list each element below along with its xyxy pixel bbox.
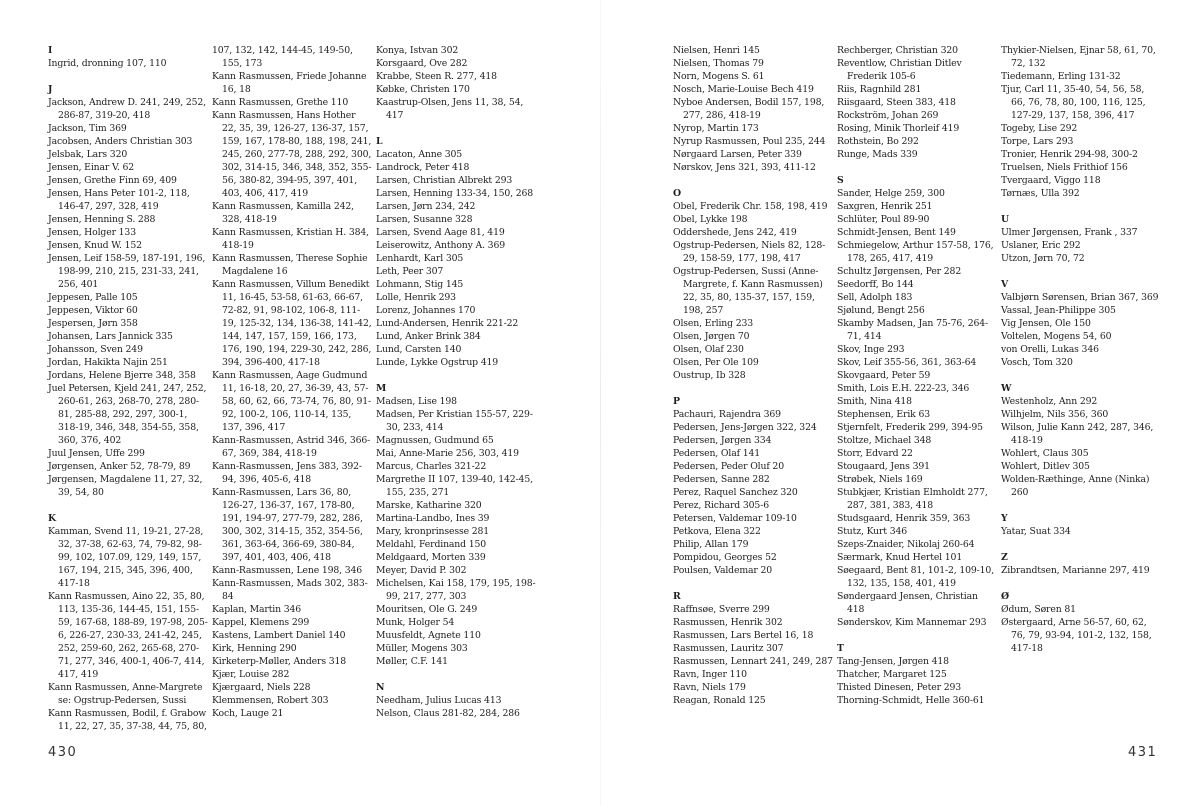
index-entry: Lund-Andersen, Henrik 221-22 xyxy=(376,318,519,329)
index-entry: Kjærgaard, Niels 228 xyxy=(212,682,311,693)
index-entry: Kann Rasmussen, Hans Hother 22, 35, 39, 126-27, 136-37, 157, 159, 167, 178-80, 188, 198, 241, 245, 260, 277-78, 288, 292, 300, 302, 314-15, 346, 348, 352, 355-56, 380-82, 394-95, 397, 401, 403, 406, 417, 419 xyxy=(212,110,372,199)
index-column-p431-3 xyxy=(1001,44,1161,655)
index-entry: Margrethe II 107, 139-40, 142-45, 155, 235, 271 xyxy=(376,474,533,498)
index-entry: Jensen, Henning S. 288 xyxy=(48,214,156,225)
index-entry: Obel, Frederik Chr. 158, 198, 419 xyxy=(673,201,828,212)
index-entry: Jackson, Tim 369 xyxy=(48,123,127,134)
index-entry: Müller, Mogens 303 xyxy=(376,643,468,654)
index-entry: Perez, Richard 305-6 xyxy=(673,500,769,511)
index-entry: Wohlert, Ditlev 305 xyxy=(1001,461,1090,472)
index-entry: Tørnæs, Ulla 392 xyxy=(1001,188,1080,199)
index-entry: Nielsen, Henri 145 xyxy=(673,45,760,56)
index-entry: Madsen, Per Kristian 155-57, 229-30, 233, 414 xyxy=(376,409,533,433)
index-entry: Schmiegelow, Arthur 157-58, 176, 178, 265, 417, 419 xyxy=(837,240,994,264)
index-letter-heading: O xyxy=(673,188,681,199)
index-entry: Lunde, Lykke Ogstrup 419 xyxy=(376,357,499,368)
index-entry: Kann Rasmussen, Friede Johanne 16, 18 xyxy=(212,71,367,95)
index-entry: Lacaton, Anne 305 xyxy=(376,149,463,160)
index-entry: Pachauri, Rajendra 369 xyxy=(673,409,781,420)
index-entry: Smith, Nina 418 xyxy=(837,396,912,407)
index-entry: Skamby Madsen, Jan 75-76, 264-71, 414 xyxy=(837,318,989,342)
index-entry: Larsen, Susanne 328 xyxy=(376,214,473,225)
index-entry: Stubkjær, Kristian Elmholdt 277, 287, 381, 383, 418 xyxy=(837,487,988,511)
index-entry: Lenhardt, Karl 305 xyxy=(376,253,464,264)
index-entry: Wilhjelm, Nils 356, 360 xyxy=(1001,409,1109,420)
index-entry: Larsen, Svend Aage 81, 419 xyxy=(376,227,505,238)
index-entry: Ravn, Inger 110 xyxy=(673,669,747,680)
index-entry: Muusfeldt, Agnete 110 xyxy=(376,630,481,641)
index-entry: Studsgaard, Henrik 359, 363 xyxy=(837,513,971,524)
index-entry: Sell, Adolph 183 xyxy=(837,292,913,303)
index-entry: Marske, Katharine 320 xyxy=(376,500,482,511)
index-entry: Jespersen, Jørn 358 xyxy=(48,318,138,329)
index-entry: Stutz, Kurt 346 xyxy=(837,526,907,537)
index-entry: Torpe, Lars 293 xyxy=(1001,136,1074,147)
index-entry: Særmark, Knud Hertel 101 xyxy=(837,552,963,563)
index-entry: Reagan, Ronald 125 xyxy=(673,695,766,706)
index-entry: Kamman, Svend 11, 19-21, 27-28, 32, 37-38, 62-63, 74, 79-82, 98-99, 102, 107.09, 129, 149, 157, 167, 194, 215, 345, 396, 400, 417-18 xyxy=(48,526,204,589)
index-entry: Kann-Rasmussen, Mads 302, 383-84 xyxy=(212,578,368,602)
index-entry: Jensen, Holger 133 xyxy=(48,227,136,238)
index-entry: Poulsen, Valdemar 20 xyxy=(673,565,773,576)
index-entry: Kann Rasmussen, Therese Sophie Magdalene 16 xyxy=(212,253,368,277)
index-entry: Lolle, Henrik 293 xyxy=(376,292,456,303)
index-entry: Tronier, Henrik 294-98, 300-2 xyxy=(1001,149,1138,160)
index-entry: Nelson, Claus 281-82, 284, 286 xyxy=(376,708,520,719)
index-entry: Truelsen, Niels Frithiof 156 xyxy=(1001,162,1128,173)
index-entry: Rockström, Johan 269 xyxy=(837,110,939,121)
index-entry: Rosing, Minik Thorleif 419 xyxy=(837,123,960,134)
index-entry: Vosch, Tom 320 xyxy=(1001,357,1073,368)
index-entry: Smith, Lois E.H. 222-23, 346 xyxy=(837,383,970,394)
index-entry: Ulmer Jørgensen, Frank , 337 xyxy=(1001,227,1138,238)
index-entry: Kann Rasmussen, Anne-Margrete se: Ogstrup-Pedersen, Sussi xyxy=(48,682,203,706)
index-letter-heading: J xyxy=(48,84,53,95)
index-entry: Riisgaard, Steen 383, 418 xyxy=(837,97,956,108)
index-entry: Kann Rasmussen, Bodil, f. Grabow 11, 22, 27, 35, 37-38, 44, 75, 80, xyxy=(48,708,207,732)
index-entry: Jackson, Andrew D. 241, 249, 252, 286-87, 319-20, 418 xyxy=(48,97,206,121)
index-entry: Kann-Rasmussen, Lene 198, 346 xyxy=(212,565,363,576)
index-entry: Pedersen, Jørgen 334 xyxy=(673,435,772,446)
index-entry: Tiedemann, Erling 131-32 xyxy=(1001,71,1121,82)
index-entry: Lorenz, Johannes 170 xyxy=(376,305,476,316)
index-letter-heading: L xyxy=(376,136,383,147)
index-entry: Kann Rasmussen, Kristian H. 384, 418-19 xyxy=(212,227,369,251)
index-entry: Rasmussen, Lauritz 307 xyxy=(673,643,784,654)
index-entry: Kann-Rasmussen, Jens 383, 392-94, 396, 405-6, 418 xyxy=(212,461,362,485)
index-entry: Rasmussen, Lennart 241, 249, 287 xyxy=(673,656,833,667)
index-entry: Klemmensen, Robert 303 xyxy=(212,695,329,706)
index-letter-heading: M xyxy=(376,383,387,394)
index-entry: Jensen, Knud W. 152 xyxy=(48,240,142,251)
index-entry: Skovgaard, Peter 59 xyxy=(837,370,931,381)
index-entry: Kirk, Henning 290 xyxy=(212,643,297,654)
index-column-p431-2 xyxy=(837,44,997,707)
index-entry: Søegaard, Bent 81, 101-2, 109-10, 132, 135, 158, 401, 419 xyxy=(837,565,994,589)
index-entry: Olsen, Per Ole 109 xyxy=(673,357,759,368)
index-entry: Jacobsen, Anders Christian 303 xyxy=(48,136,193,147)
index-letter-heading: N xyxy=(376,682,385,693)
index-entry: Sander, Helge 259, 300 xyxy=(837,188,945,199)
index-entry: Ogstrup-Pedersen, Sussi (Anne-Margrete, f. Kann Rasmussen) 22, 35, 80, 135-37, 157, 159, 198, 257 xyxy=(673,266,823,316)
index-letter-heading: U xyxy=(1001,214,1009,225)
index-entry: Sjølund, Bengt 256 xyxy=(837,305,925,316)
index-entry: Mary, kronprinsesse 281 xyxy=(376,526,490,537)
index-entry: Strøbek, Niels 169 xyxy=(837,474,923,485)
index-entry: Kann Rasmussen, Villum Benedikt 11, 16-45, 53-58, 61-63, 66-67, 72-82, 91, 98-102, 106-8, 111-19, 125-32, 134, 136-38, 141-42, 144, 147, 157, 159, 166, 173, 176, 190, 194, 229-30, 242, 286, 394, 396-400, 417-18 xyxy=(212,279,372,368)
page-number-right: 431 xyxy=(1128,745,1158,760)
index-entry: Leiserowitz, Anthony A. 369 xyxy=(376,240,505,251)
index-entry: Wolden-Ræthinge, Anne (Ninka) 260 xyxy=(1001,474,1150,498)
index-entry: Sønderskov, Kim Mannemar 293 xyxy=(837,617,987,628)
index-letter-heading: R xyxy=(673,591,681,602)
index-entry: Perez, Raquel Sanchez 320 xyxy=(673,487,798,498)
index-entry: Johansson, Sven 249 xyxy=(48,344,143,355)
index-entry: Jørgensen, Magdalene 11, 27, 32, 39, 54, 80 xyxy=(48,474,203,498)
index-entry: Jensen, Leif 158-59, 187-191, 196, 198-99, 210, 215, 231-33, 241, 256, 401 xyxy=(48,253,206,290)
index-entry: Philip, Allan 179 xyxy=(673,539,749,550)
page-gutter xyxy=(600,0,601,806)
index-entry: Schultz Jørgensen, Per 282 xyxy=(837,266,962,277)
index-entry: Jensen, Hans Peter 101-2, 118, 146-47, 297, 328, 419 xyxy=(48,188,190,212)
index-letter-heading: T xyxy=(837,643,844,654)
index-entry: Schmidt-Jensen, Bent 149 xyxy=(837,227,956,238)
index-entry: Olsen, Erling 233 xyxy=(673,318,754,329)
index-entry: Nørskov, Jens 321, 393, 411-12 xyxy=(673,162,816,173)
index-entry: Olsen, Olaf 230 xyxy=(673,344,744,355)
index-entry: Købke, Christen 170 xyxy=(376,84,470,95)
index-entry: Kirketerp-Møller, Anders 318 xyxy=(212,656,347,667)
index-entry: Ingrid, dronning 107, 110 xyxy=(48,58,167,69)
index-entry: von Orelli, Lukas 346 xyxy=(1001,344,1099,355)
index-entry: Vig Jensen, Ole 150 xyxy=(1001,318,1091,329)
index-entry: Østergaard, Arne 56-57, 60, 62, 76, 79, 93-94, 101-2, 132, 158, 417-18 xyxy=(1001,617,1152,654)
index-entry: Martina-Landbo, Ines 39 xyxy=(376,513,490,524)
index-entry: Tvergaard, Viggo 118 xyxy=(1001,175,1101,186)
index-column-p430-1 xyxy=(48,44,208,733)
index-entry: Obel, Lykke 198 xyxy=(673,214,748,225)
index-entry: Rasmussen, Henrik 302 xyxy=(673,617,783,628)
index-entry: Kann Rasmussen, Grethe 110 xyxy=(212,97,349,108)
index-entry: Zibrandtsen, Marianne 297, 419 xyxy=(1001,565,1150,576)
index-entry: Kaplan, Martin 346 xyxy=(212,604,302,615)
index-entry: Kann-Rasmussen, Astrid 346, 366-67, 369, 384, 418-19 xyxy=(212,435,371,459)
index-entry: Søndergaard Jensen, Christian 418 xyxy=(837,591,978,615)
index-entry: Stjernfelt, Frederik 299, 394-95 xyxy=(837,422,983,433)
index-entry: Voltelen, Mogens 54, 60 xyxy=(1001,331,1112,342)
index-entry: Koch, Lauge 21 xyxy=(212,708,284,719)
index-entry: Skov, Leif 355-56, 361, 363-64 xyxy=(837,357,977,368)
index-entry: Konya, Istvan 302 xyxy=(376,45,459,56)
index-entry: Schlüter, Poul 89-90 xyxy=(837,214,930,225)
index-letter-heading: V xyxy=(1001,279,1009,290)
index-entry: Thisted Dinesen, Peter 293 xyxy=(837,682,961,693)
index-entry: Kann Rasmussen, Aage Gudmund 11, 16-18, 20, 27, 36-39, 43, 57-58, 60, 62, 66, 73-74, 76, 80, 91-92, 100-2, 106, 110-14, 135, 137, 396, 417 xyxy=(212,370,372,433)
index-entry: Norn, Mogens S. 61 xyxy=(673,71,765,82)
index-entry: Lohmann, Stig 145 xyxy=(376,279,464,290)
index-entry: Jordan, Hakikta Najin 251 xyxy=(48,357,168,368)
index-entry: Riis, Ragnhild 281 xyxy=(837,84,922,95)
index-entry: Johansen, Lars Jannick 335 xyxy=(48,331,173,342)
index-entry: Petersen, Valdemar 109-10 xyxy=(673,513,797,524)
index-letter-heading: Ø xyxy=(1001,591,1009,602)
index-entry: Nyboe Andersen, Bodil 157, 198, 277, 286, 418-19 xyxy=(673,97,825,121)
index-entry: Tang-Jensen, Jørgen 418 xyxy=(837,656,949,667)
index-entry: Møller, C.F. 141 xyxy=(376,656,448,667)
index-entry: Petkova, Elena 322 xyxy=(673,526,761,537)
index-letter-heading: K xyxy=(48,513,56,524)
index-entry: Ogstrup-Pedersen, Niels 82, 128-29, 158-59, 177, 198, 417 xyxy=(673,240,826,264)
index-entry: Kann Rasmussen, Kamilla 242, 328, 418-19 xyxy=(212,201,354,225)
index-entry: Oustrup, Ib 328 xyxy=(673,370,746,381)
index-entry: Runge, Mads 339 xyxy=(837,149,918,160)
index-entry: Needham, Julius Lucas 413 xyxy=(376,695,502,706)
index-letter-heading: I xyxy=(48,45,53,56)
index-letter-heading: S xyxy=(837,175,844,186)
index-entry: Westenholz, Ann 292 xyxy=(1001,396,1098,407)
index-entry: Korsgaard, Ove 282 xyxy=(376,58,468,69)
index-entry: Thatcher, Margaret 125 xyxy=(837,669,947,680)
index-entry: Kann-Rasmussen, Lars 36, 80, 126-27, 136-37, 167, 178-80, 191, 194-97, 277-79, 282, 286, 300, 302, 314-15, 352, 354-56, 361, 363-64, 366-69, 380-84, 397, 401, 403, 406, 418 xyxy=(212,487,363,563)
index-entry: Mai, Anne-Marie 256, 303, 419 xyxy=(376,448,519,459)
index-entry: Jørgensen, Anker 52, 78-79, 89 xyxy=(48,461,191,472)
index-entry: Madsen, Lise 198 xyxy=(376,396,457,407)
index-letter-heading: Z xyxy=(1001,552,1008,563)
index-entry: Meldgaard, Morten 339 xyxy=(376,552,486,563)
index-entry: Kappel, Klemens 299 xyxy=(212,617,310,628)
index-entry: Jensen, Einar V. 62 xyxy=(48,162,135,173)
index-entry: Rasmussen, Lars Bertel 16, 18 xyxy=(673,630,814,641)
index-entry: Saxgren, Henrik 251 xyxy=(837,201,933,212)
index-entry: Landrock, Peter 418 xyxy=(376,162,470,173)
index-entry: Marcus, Charles 321-22 xyxy=(376,461,487,472)
index-column-p431-1 xyxy=(673,44,833,707)
index-entry: Pedersen, Peder Oluf 20 xyxy=(673,461,784,472)
index-entry: Larsen, Henning 133-34, 150, 268 xyxy=(376,188,534,199)
index-entry: Krabbe, Steen R. 277, 418 xyxy=(376,71,497,82)
index-entry: Nørgaard Larsen, Peter 339 xyxy=(673,149,802,160)
index-entry: Kjær, Louise 282 xyxy=(212,669,290,680)
index-entry: Szeps-Znaider, Nikolaj 260-64 xyxy=(837,539,975,550)
index-entry: Thykier-Nielsen, Ejnar 58, 61, 70, 72, 132 xyxy=(1001,45,1156,69)
index-entry: Togeby, Lise 292 xyxy=(1001,123,1078,134)
index-entry: Nielsen, Thomas 79 xyxy=(673,58,764,69)
index-entry: Stougaard, Jens 391 xyxy=(837,461,930,472)
index-entry: Jeppesen, Viktor 60 xyxy=(48,305,138,316)
index-entry: Valbjørn Sørensen, Brian 367, 369 xyxy=(1001,292,1159,303)
index-entry: Leth, Peer 307 xyxy=(376,266,444,277)
index-entry: Uslaner, Eric 292 xyxy=(1001,240,1081,251)
index-entry: Ravn, Niels 179 xyxy=(673,682,746,693)
index-entry: Yatar, Suat 334 xyxy=(1001,526,1071,537)
index-column-p430-2 xyxy=(212,44,372,720)
index-entry: Nosch, Marie-Louise Bech 419 xyxy=(673,84,814,95)
index-entry: Storr, Edvard 22 xyxy=(837,448,913,459)
index-entry: Kann Rasmussen, Aino 22, 35, 80, 113, 135-36, 144-45, 151, 155-59, 167-68, 188-89, 197-98, 205-6, 226-27, 230-33, 241-42, 245, 252, 259-60, 262, 265-68, 270-71, 277, 346, 400-1, 406-7, 414, 417, 419 xyxy=(48,591,208,680)
index-entry-continued: 107, 132, 142, 144-45, 149-50, 155, 173 xyxy=(212,45,353,69)
index-entry: Ødum, Søren 81 xyxy=(1001,604,1076,615)
index-entry: Nyrup Rasmussen, Poul 235, 244 xyxy=(673,136,826,147)
index-entry: Lund, Anker Brink 384 xyxy=(376,331,481,342)
index-entry: Rothstein, Bo 292 xyxy=(837,136,919,147)
index-entry: Juul Jensen, Uffe 299 xyxy=(48,448,145,459)
index-letter-heading: Y xyxy=(1001,513,1008,524)
index-entry: Jordans, Helene Bjerre 348, 358 xyxy=(48,370,196,381)
index-entry: Magnussen, Gudmund 65 xyxy=(376,435,494,446)
index-entry: Pedersen, Olaf 141 xyxy=(673,448,760,459)
index-entry: Vassal, Jean-Philippe 305 xyxy=(1001,305,1116,316)
index-entry: Kastens, Lambert Daniel 140 xyxy=(212,630,346,641)
index-letter-heading: P xyxy=(673,396,680,407)
index-entry: Stoltze, Michael 348 xyxy=(837,435,932,446)
index-entry: Larsen, Jørn 234, 242 xyxy=(376,201,476,212)
page-number-left: 430 xyxy=(48,745,78,760)
index-entry: Larsen, Christian Albrekt 293 xyxy=(376,175,513,186)
index-entry: Jensen, Grethe Finn 69, 409 xyxy=(48,175,177,186)
index-entry: Raffnsøe, Sverre 299 xyxy=(673,604,770,615)
index-entry: Oddershede, Jens 242, 419 xyxy=(673,227,797,238)
index-entry: Olsen, Jørgen 70 xyxy=(673,331,750,342)
index-entry: Munk, Holger 54 xyxy=(376,617,455,628)
index-entry: Meldahl, Ferdinand 150 xyxy=(376,539,487,550)
index-entry: Thorning-Schmidt, Helle 360-61 xyxy=(837,695,985,706)
index-entry: Tjur, Carl 11, 35-40, 54, 56, 58, 66, 76, 78, 80, 100, 116, 125, 127-29, 137, 158, 396, 417 xyxy=(1001,84,1146,121)
index-entry: Jeppesen, Palle 105 xyxy=(48,292,138,303)
index-entry: Jelsbak, Lars 320 xyxy=(48,149,128,160)
index-entry: Kaastrup-Olsen, Jens 11, 38, 54, 417 xyxy=(376,97,524,121)
index-entry: Meyer, David P. 302 xyxy=(376,565,467,576)
index-entry: Wohlert, Claus 305 xyxy=(1001,448,1089,459)
index-entry: Reventlow, Christian Ditlev Frederik 105-6 xyxy=(837,58,962,82)
index-entry: Nyrop, Martin 173 xyxy=(673,123,759,134)
index-entry: Rechberger, Christian 320 xyxy=(837,45,958,56)
index-entry: Stephensen, Erik 63 xyxy=(837,409,930,420)
index-entry: Seedorff, Bo 144 xyxy=(837,279,914,290)
index-entry: Skov, Inge 293 xyxy=(837,344,905,355)
index-entry: Pedersen, Sanne 282 xyxy=(673,474,770,485)
index-entry: Pedersen, Jens-Jørgen 322, 324 xyxy=(673,422,817,433)
index-entry: Pompidou, Georges 52 xyxy=(673,552,777,563)
index-letter-heading: W xyxy=(1001,383,1012,394)
index-entry: Mouritsen, Ole G. 249 xyxy=(376,604,478,615)
index-entry: Lund, Carsten 140 xyxy=(376,344,462,355)
index-entry: Juel Petersen, Kjeld 241, 247, 252, 260-61, 263, 268-70, 278, 280-81, 285-88, 292, 297, 300-1, 318-19, 346, 348, 354-55, 358, 360, 376, 402 xyxy=(48,383,207,446)
index-entry: Michelsen, Kai 158, 179, 195, 198-99, 217, 277, 303 xyxy=(376,578,536,602)
index-entry: Utzon, Jørn 70, 72 xyxy=(1001,253,1085,264)
index-column-p430-3 xyxy=(376,44,536,720)
index-entry: Wilson, Julie Kann 242, 287, 346, 418-19 xyxy=(1001,422,1154,446)
